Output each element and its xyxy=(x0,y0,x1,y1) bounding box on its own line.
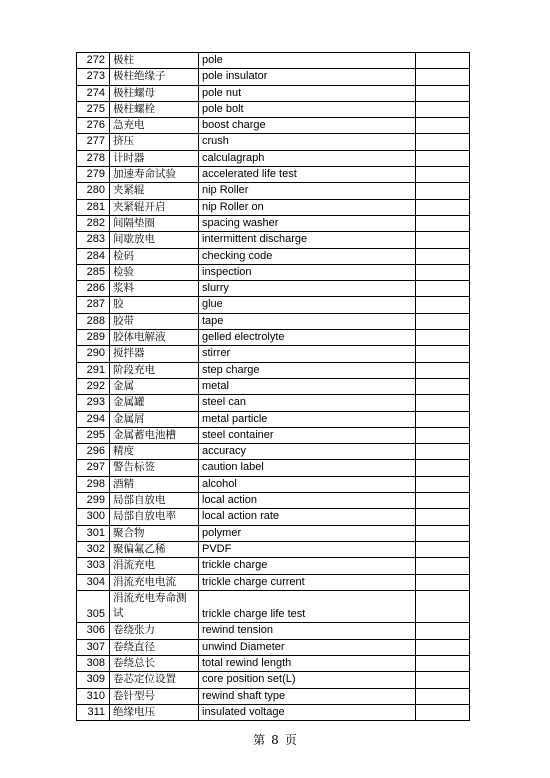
chinese-term: 绝缘电压 xyxy=(110,704,199,720)
notes-cell xyxy=(416,330,470,346)
footer-prefix: 第 xyxy=(253,733,266,747)
english-term: step charge xyxy=(199,362,416,378)
english-term: steel container xyxy=(199,427,416,443)
english-term: insulated voltage xyxy=(199,704,416,720)
table-row xyxy=(77,704,470,720)
chinese-term: 涓流充电 xyxy=(110,558,199,574)
english-term: gelled electrolyte xyxy=(199,330,416,346)
notes-cell xyxy=(416,411,470,427)
table-row xyxy=(77,395,470,411)
english-term: stirrer xyxy=(199,346,416,362)
term-number: 287 xyxy=(77,297,110,313)
notes-cell xyxy=(416,297,470,313)
term-number: 297 xyxy=(77,460,110,476)
table-row xyxy=(77,346,470,362)
chinese-term: 胶体电解液 xyxy=(110,330,199,346)
term-number: 289 xyxy=(77,330,110,346)
table-row xyxy=(77,476,470,492)
term-number: 295 xyxy=(77,427,110,443)
chinese-term: 精度 xyxy=(110,444,199,460)
english-term: spacing washer xyxy=(199,215,416,231)
chinese-term: 夹紧辊 xyxy=(110,183,199,199)
term-number: 279 xyxy=(77,167,110,183)
notes-cell xyxy=(416,460,470,476)
term-number: 302 xyxy=(77,541,110,557)
term-number: 275 xyxy=(77,101,110,117)
table-row xyxy=(77,444,470,460)
chinese-term: 局部自放电率 xyxy=(110,509,199,525)
chinese-term: 卷芯定位设置 xyxy=(110,672,199,688)
english-term: local action xyxy=(199,493,416,509)
table-row xyxy=(77,574,470,590)
table-row xyxy=(77,525,470,541)
chinese-term: 金属 xyxy=(110,378,199,394)
table-row xyxy=(77,541,470,557)
term-number: 290 xyxy=(77,346,110,362)
english-term: total rewind length xyxy=(199,655,416,671)
glossary-body xyxy=(77,53,470,721)
notes-cell xyxy=(416,346,470,362)
chinese-term: 急充电 xyxy=(110,118,199,134)
chinese-term: 聚合物 xyxy=(110,525,199,541)
chinese-term: 涓流充电寿命测试 xyxy=(110,590,199,623)
chinese-term: 卷绕张力 xyxy=(110,623,199,639)
english-term: trickle charge life test xyxy=(199,590,416,623)
notes-cell xyxy=(416,509,470,525)
table-row xyxy=(77,53,470,69)
notes-cell xyxy=(416,69,470,85)
term-number: 291 xyxy=(77,362,110,378)
page-footer xyxy=(0,731,550,748)
term-number: 307 xyxy=(77,639,110,655)
term-number: 277 xyxy=(77,134,110,150)
table-row xyxy=(77,297,470,313)
term-number: 310 xyxy=(77,688,110,704)
chinese-term: 金属蓄电池槽 xyxy=(110,427,199,443)
english-term: checking code xyxy=(199,248,416,264)
table-row xyxy=(77,313,470,329)
chinese-term: 间歇放电 xyxy=(110,232,199,248)
notes-cell xyxy=(416,134,470,150)
table-row xyxy=(77,493,470,509)
notes-cell xyxy=(416,541,470,557)
table-row xyxy=(77,118,470,134)
chinese-term: 局部自放电 xyxy=(110,493,199,509)
notes-cell xyxy=(416,248,470,264)
english-term: trickle charge current xyxy=(199,574,416,590)
chinese-term: 卷绕直径 xyxy=(110,639,199,655)
table-row xyxy=(77,150,470,166)
table-row xyxy=(77,167,470,183)
notes-cell xyxy=(416,232,470,248)
term-number: 294 xyxy=(77,411,110,427)
term-number: 303 xyxy=(77,558,110,574)
english-term: metal particle xyxy=(199,411,416,427)
english-term: trickle charge xyxy=(199,558,416,574)
chinese-term: 胶 xyxy=(110,297,199,313)
glossary-table xyxy=(76,52,470,721)
english-term: pole bolt xyxy=(199,101,416,117)
notes-cell xyxy=(416,525,470,541)
english-term: core position set(L) xyxy=(199,672,416,688)
english-term: crush xyxy=(199,134,416,150)
notes-cell xyxy=(416,590,470,623)
chinese-term: 计时器 xyxy=(110,150,199,166)
term-number: 296 xyxy=(77,444,110,460)
page-number: 8 xyxy=(271,733,279,747)
chinese-term: 极柱螺母 xyxy=(110,85,199,101)
term-number: 278 xyxy=(77,150,110,166)
table-row xyxy=(77,623,470,639)
term-number: 283 xyxy=(77,232,110,248)
notes-cell xyxy=(416,378,470,394)
table-row xyxy=(77,362,470,378)
term-number: 284 xyxy=(77,248,110,264)
chinese-term: 加速寿命试验 xyxy=(110,167,199,183)
footer-suffix: 页 xyxy=(284,733,297,747)
term-number: 292 xyxy=(77,378,110,394)
english-term: metal xyxy=(199,378,416,394)
english-term: local action rate xyxy=(199,509,416,525)
chinese-term: 阶段充电 xyxy=(110,362,199,378)
term-number: 293 xyxy=(77,395,110,411)
english-term: pole insulator xyxy=(199,69,416,85)
table-row xyxy=(77,215,470,231)
notes-cell xyxy=(416,688,470,704)
chinese-term: 极柱绝缘子 xyxy=(110,69,199,85)
chinese-term: 酒精 xyxy=(110,476,199,492)
term-number: 272 xyxy=(77,53,110,69)
english-term: polymer xyxy=(199,525,416,541)
chinese-term: 卷绕总长 xyxy=(110,655,199,671)
english-term: accelerated life test xyxy=(199,167,416,183)
notes-cell xyxy=(416,655,470,671)
table-row xyxy=(77,264,470,280)
term-number: 274 xyxy=(77,85,110,101)
english-term: rewind tension xyxy=(199,623,416,639)
table-row xyxy=(77,101,470,117)
table-row xyxy=(77,248,470,264)
notes-cell xyxy=(416,150,470,166)
table-row xyxy=(77,427,470,443)
english-term: pole xyxy=(199,53,416,69)
notes-cell xyxy=(416,493,470,509)
english-term: alcohol xyxy=(199,476,416,492)
english-term: glue xyxy=(199,297,416,313)
english-term: intermittent discharge xyxy=(199,232,416,248)
english-term: unwind Diameter xyxy=(199,639,416,655)
notes-cell xyxy=(416,215,470,231)
english-term: PVDF xyxy=(199,541,416,557)
notes-cell xyxy=(416,704,470,720)
term-number: 282 xyxy=(77,215,110,231)
chinese-term: 搅拌器 xyxy=(110,346,199,362)
chinese-term: 聚偏氟乙稀 xyxy=(110,541,199,557)
chinese-term: 极柱螺栓 xyxy=(110,101,199,117)
table-row xyxy=(77,281,470,297)
table-row xyxy=(77,639,470,655)
term-number: 276 xyxy=(77,118,110,134)
notes-cell xyxy=(416,53,470,69)
term-number: 288 xyxy=(77,313,110,329)
english-term: rewind shaft type xyxy=(199,688,416,704)
chinese-term: 检码 xyxy=(110,248,199,264)
english-term: slurry xyxy=(199,281,416,297)
table-row xyxy=(77,590,470,623)
notes-cell xyxy=(416,558,470,574)
english-term: nip Roller on xyxy=(199,199,416,215)
english-term: inspection xyxy=(199,264,416,280)
term-number: 301 xyxy=(77,525,110,541)
term-number: 285 xyxy=(77,264,110,280)
notes-cell xyxy=(416,183,470,199)
table-row xyxy=(77,183,470,199)
english-term: steel can xyxy=(199,395,416,411)
english-term: calculagraph xyxy=(199,150,416,166)
table-row xyxy=(77,509,470,525)
table-row xyxy=(77,199,470,215)
table-row xyxy=(77,232,470,248)
table-row xyxy=(77,69,470,85)
term-number: 306 xyxy=(77,623,110,639)
notes-cell xyxy=(416,101,470,117)
table-row xyxy=(77,558,470,574)
table-row xyxy=(77,655,470,671)
chinese-term: 浆料 xyxy=(110,281,199,297)
english-term: boost charge xyxy=(199,118,416,134)
table-row xyxy=(77,134,470,150)
table-row xyxy=(77,460,470,476)
term-number: 300 xyxy=(77,509,110,525)
notes-cell xyxy=(416,574,470,590)
english-term: pole nut xyxy=(199,85,416,101)
chinese-term: 极柱 xyxy=(110,53,199,69)
table-row xyxy=(77,688,470,704)
english-term: nip Roller xyxy=(199,183,416,199)
english-term: accuracy xyxy=(199,444,416,460)
term-number: 311 xyxy=(77,704,110,720)
chinese-term: 涓流充电电流 xyxy=(110,574,199,590)
chinese-term: 卷针型号 xyxy=(110,688,199,704)
chinese-term: 挤压 xyxy=(110,134,199,150)
chinese-term: 警告标签 xyxy=(110,460,199,476)
english-term: tape xyxy=(199,313,416,329)
notes-cell xyxy=(416,264,470,280)
chinese-term: 间隔垫圈 xyxy=(110,215,199,231)
notes-cell xyxy=(416,167,470,183)
term-number: 273 xyxy=(77,69,110,85)
chinese-term: 金属罐 xyxy=(110,395,199,411)
notes-cell xyxy=(416,672,470,688)
notes-cell xyxy=(416,444,470,460)
term-number: 308 xyxy=(77,655,110,671)
chinese-term: 检验 xyxy=(110,264,199,280)
notes-cell xyxy=(416,395,470,411)
chinese-term: 夹紧辊开启 xyxy=(110,199,199,215)
notes-cell xyxy=(416,427,470,443)
notes-cell xyxy=(416,476,470,492)
table-row xyxy=(77,378,470,394)
notes-cell xyxy=(416,313,470,329)
notes-cell xyxy=(416,281,470,297)
table-row xyxy=(77,330,470,346)
notes-cell xyxy=(416,199,470,215)
notes-cell xyxy=(416,639,470,655)
term-number: 305 xyxy=(77,590,110,623)
english-term: caution label xyxy=(199,460,416,476)
table-row xyxy=(77,411,470,427)
table-row xyxy=(77,672,470,688)
notes-cell xyxy=(416,118,470,134)
chinese-term: 金属屑 xyxy=(110,411,199,427)
term-number: 280 xyxy=(77,183,110,199)
notes-cell xyxy=(416,85,470,101)
chinese-term: 胶带 xyxy=(110,313,199,329)
term-number: 309 xyxy=(77,672,110,688)
term-number: 286 xyxy=(77,281,110,297)
notes-cell xyxy=(416,623,470,639)
term-number: 298 xyxy=(77,476,110,492)
notes-cell xyxy=(416,362,470,378)
term-number: 304 xyxy=(77,574,110,590)
term-number: 299 xyxy=(77,493,110,509)
term-number: 281 xyxy=(77,199,110,215)
table-row xyxy=(77,85,470,101)
